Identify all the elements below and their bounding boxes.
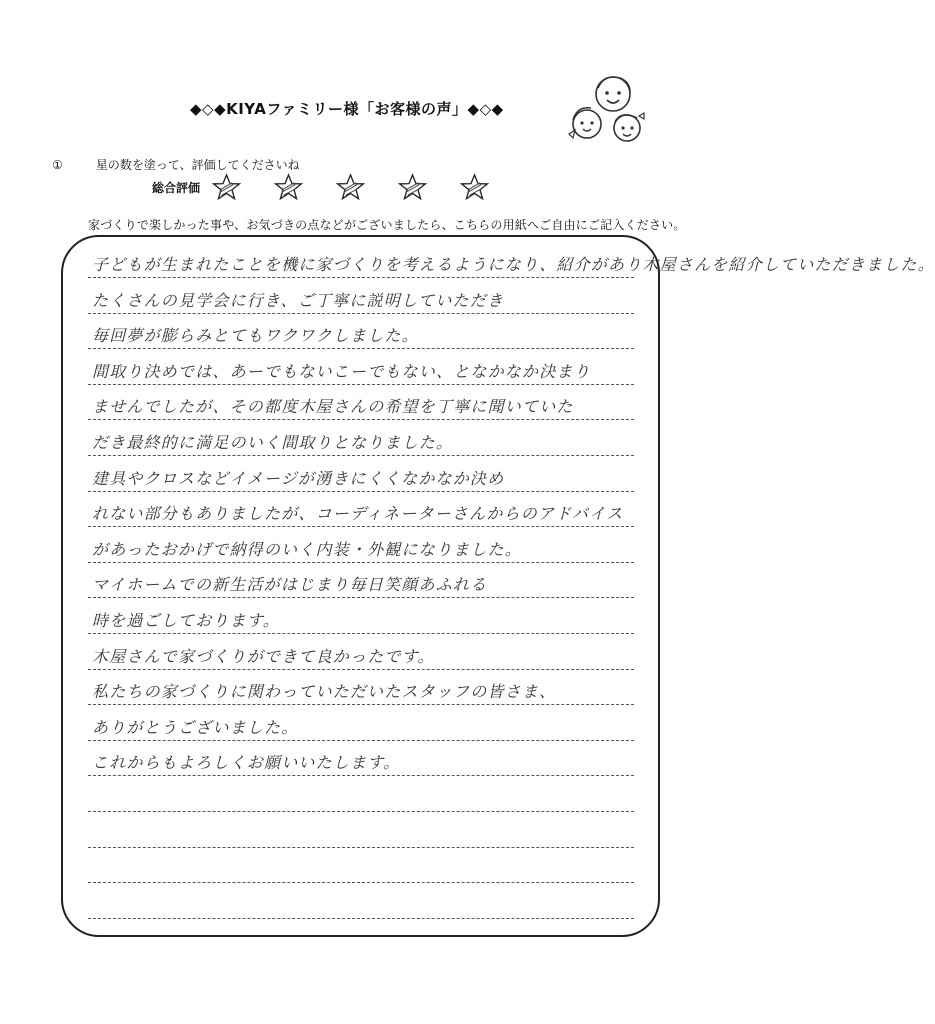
- star-icon[interactable]: [336, 173, 365, 202]
- handwritten-text: マイホームでの新生活がはじまり毎日笑顔あふれる: [92, 575, 488, 595]
- instruction-text: 家づくりで楽しかった事や、お気づきの点などがございましたら、こちらの用紙へご自由にご記入ください。: [88, 218, 686, 232]
- comment-line: [88, 744, 634, 776]
- handwritten-text: たくさんの見学会に行き、ご丁寧に説明していただき: [92, 290, 505, 310]
- comment-line: [88, 673, 634, 705]
- star-icon[interactable]: [398, 173, 427, 202]
- star-icon[interactable]: [460, 173, 489, 202]
- handwritten-text: があったおかげで納得のいく内装・外観になりました。: [92, 539, 522, 559]
- handwritten-text: ませんでしたが、その都度木屋さんの希望を丁寧に聞いていた: [92, 397, 574, 417]
- handwritten-text: これからもよろしくお願いいたします。: [92, 753, 401, 773]
- comment-line: [88, 531, 634, 563]
- comment-line: [88, 709, 634, 741]
- comment-line: [88, 638, 634, 670]
- handwritten-text: れない部分もありましたが、コーディネーターさんからのアドバイス: [92, 504, 624, 524]
- handwritten-text: ありがとうございました。: [92, 717, 299, 737]
- comment-line: [88, 424, 634, 456]
- comment-line: [88, 460, 634, 492]
- comment-line: [88, 388, 634, 420]
- comment-line: [88, 887, 634, 919]
- star-icon[interactable]: [212, 173, 241, 202]
- comment-line: [88, 780, 634, 812]
- handwritten-text: 間取り決めでは、あーでもないこーでもない、となかなか決まり: [92, 361, 591, 381]
- handwritten-text: 私たちの家づくりに関わっていただいたスタッフの皆さま、: [92, 682, 557, 702]
- overall-rating: [152, 172, 489, 202]
- comment-line: [88, 282, 634, 314]
- handwritten-text: 建具やクロスなどイメージが湧きにくくなかなか決め: [92, 468, 505, 488]
- children-faces-illustration: [565, 72, 647, 150]
- question-row: [52, 156, 300, 173]
- handwritten-text: 子どもが生まれたことを機に家づくりを考えるようになり、紹介があり木屋さんを紹介していただきました。: [92, 255, 935, 274]
- comment-line: [88, 566, 634, 598]
- star-icon[interactable]: [274, 173, 303, 202]
- comment-line: [88, 246, 935, 278]
- handwritten-text: 毎回夢が膨らみとてもワクワクしました。: [92, 326, 419, 346]
- comment-line: [88, 317, 634, 349]
- comment-line: [88, 495, 634, 527]
- rating-label: 総合評価: [152, 180, 201, 195]
- comment-line: [88, 602, 634, 634]
- handwritten-text: 時を過ごしております。: [92, 611, 280, 630]
- question-prompt: 星の数を塗って、評価してくださいね: [95, 158, 300, 172]
- rating-stars: [212, 173, 489, 202]
- comment-line: [88, 353, 634, 385]
- page-title: ◆◇◆KIYAファミリー様「お客様の声」◆◇◆: [190, 100, 504, 118]
- comment-line: [88, 851, 634, 883]
- handwritten-text: だき最終的に満足のいく間取りとなりました。: [92, 433, 454, 452]
- handwritten-text: 木屋さんで家づくりができて良かったです。: [92, 646, 435, 666]
- question-number: ①: [52, 158, 63, 172]
- comment-line: [88, 816, 634, 848]
